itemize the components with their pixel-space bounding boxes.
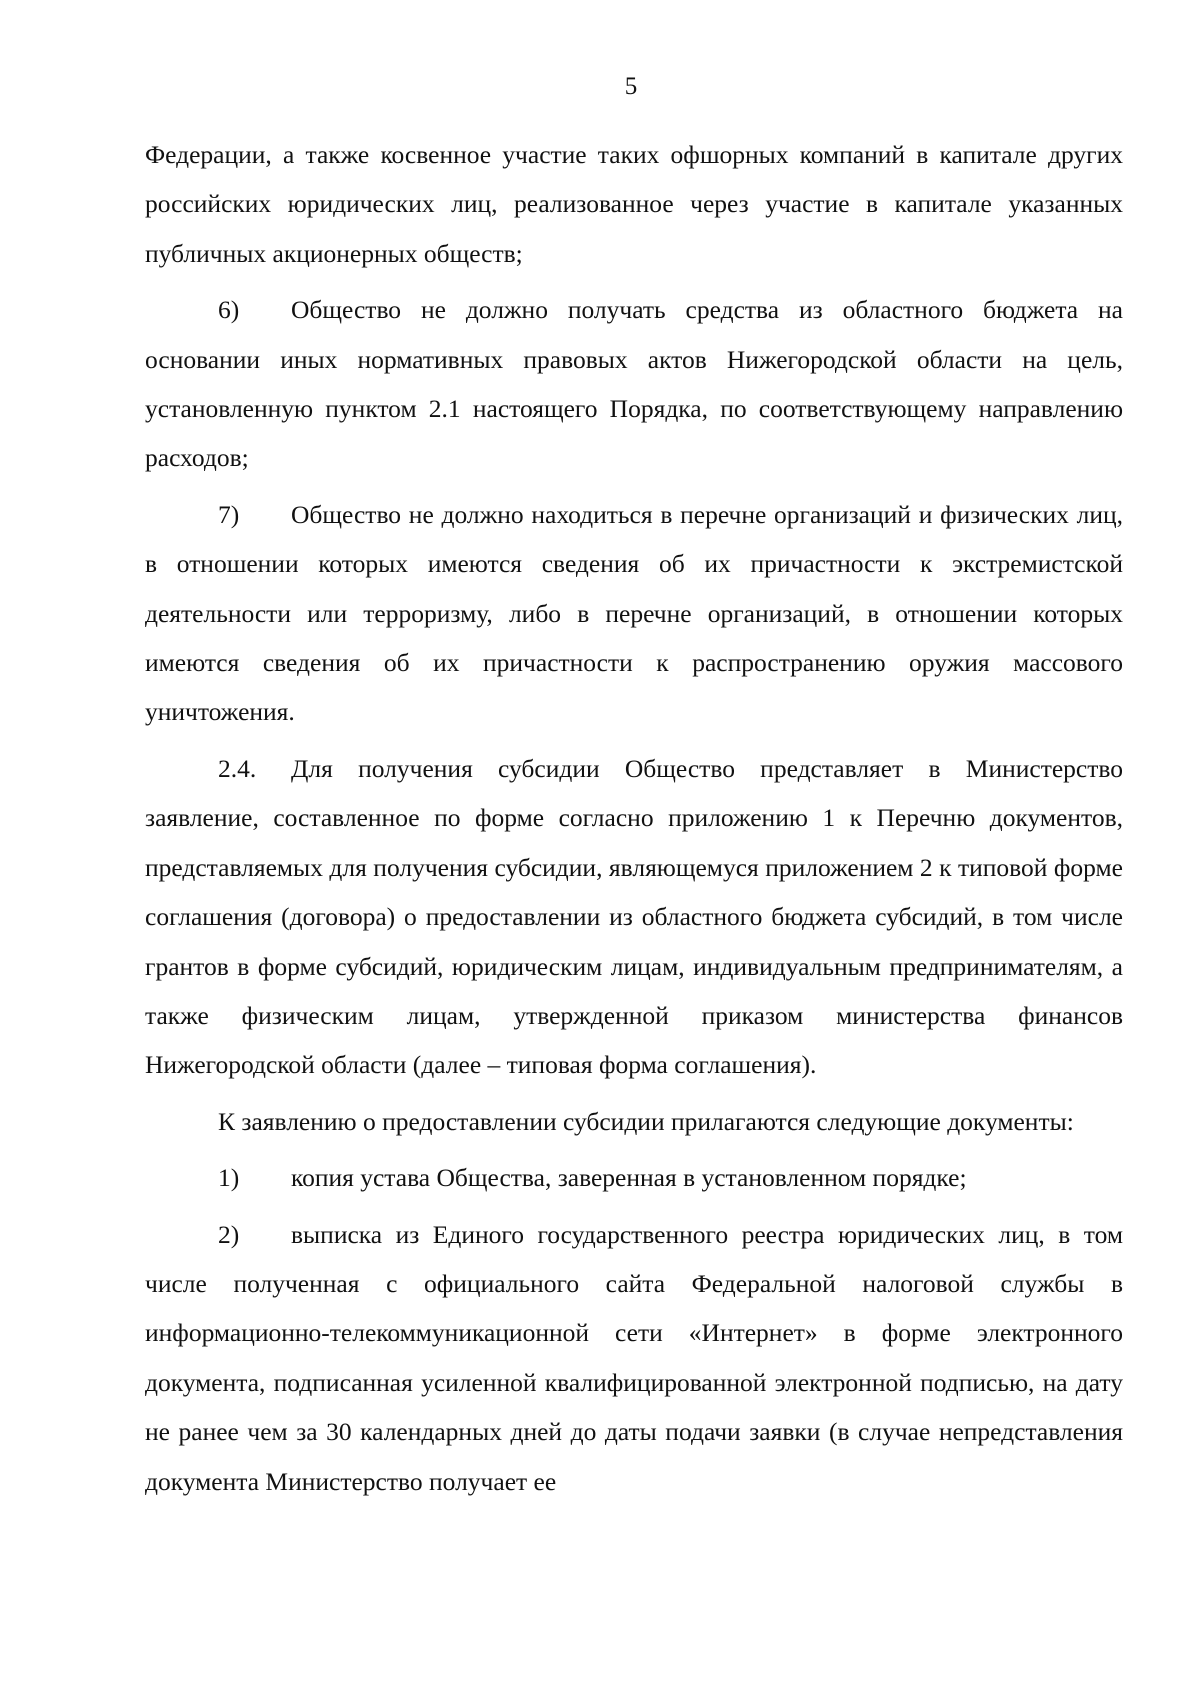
list-item-6 [145,285,1123,483]
paragraph-text: Для получения субсидии Общество представляет в Министерство заявление, составленное по форме согласно приложению 1 к Перечню документов, представляемых для получения субсидии, являющемуся приложением 2 к типовой форме соглашения (договора) о предоставлении из областного бюджета субсидий, в том числе грантов в форме субсидий, юридическим лицам, индивидуальным предпринимателям, а также физическим лицам, утвержденной приказом министерства финансов Нижегородской области (далее – типовая форма соглашения). [145,753,1123,1080]
paragraph-text: Федерации, а также косвенное участие таких офшорных компаний в капитале других российских юридических лиц, реализованное через участие в капитале указанных публичных акционерных обществ; [145,140,1123,268]
section-number: 2.4. [218,753,257,783]
attachment-item-1 [145,1153,1123,1202]
document-body [145,130,1123,1506]
paragraph-text: К заявлению о предоставлении субсидии прилагаются следующие документы: [218,1106,1074,1136]
list-number: 2) [218,1219,240,1249]
list-number: 1) [218,1163,240,1193]
paragraph-text: выписка из Единого государственного реестра юридических лиц, в том числе полученная с официального сайта Федеральной налоговой службы в информационно-телекоммуникационной сети «Интернет» в форме электронного документа, подписанная усиленной квалифицированной электронной подписью, на дату не ранее чем за 30 календарных дней до даты подачи заявки (в случае непредставления документа Министерство получает ее [145,1219,1123,1496]
paragraph-text: Общество не должно находиться в перечне организаций и физических лиц, в отношении которых имеются сведения об их причастности к экстремистской деятельности или терроризму, либо в перечне организаций, в отношении которых имеются сведения об их причастности к распространению оружия массового уничтожения. [145,499,1123,727]
list-number: 7) [218,499,240,529]
section-2-4 [145,744,1123,1090]
paragraph-text: Общество не должно получать средства из областного бюджета на основании иных нормативных правовых актов Нижегородской области на цель, установленную пунктом 2.1 настоящего Порядка, по соответствующему направлению расходов; [145,295,1123,473]
page-number: 5 [624,73,638,100]
paragraph-text: копия устава Общества, заверенная в установленном порядке; [291,1163,967,1193]
paragraph-continuation [145,130,1123,278]
attachments-intro [145,1097,1123,1146]
list-item-7 [145,490,1123,737]
attachment-item-2 [145,1210,1123,1506]
list-number: 6) [218,295,240,325]
